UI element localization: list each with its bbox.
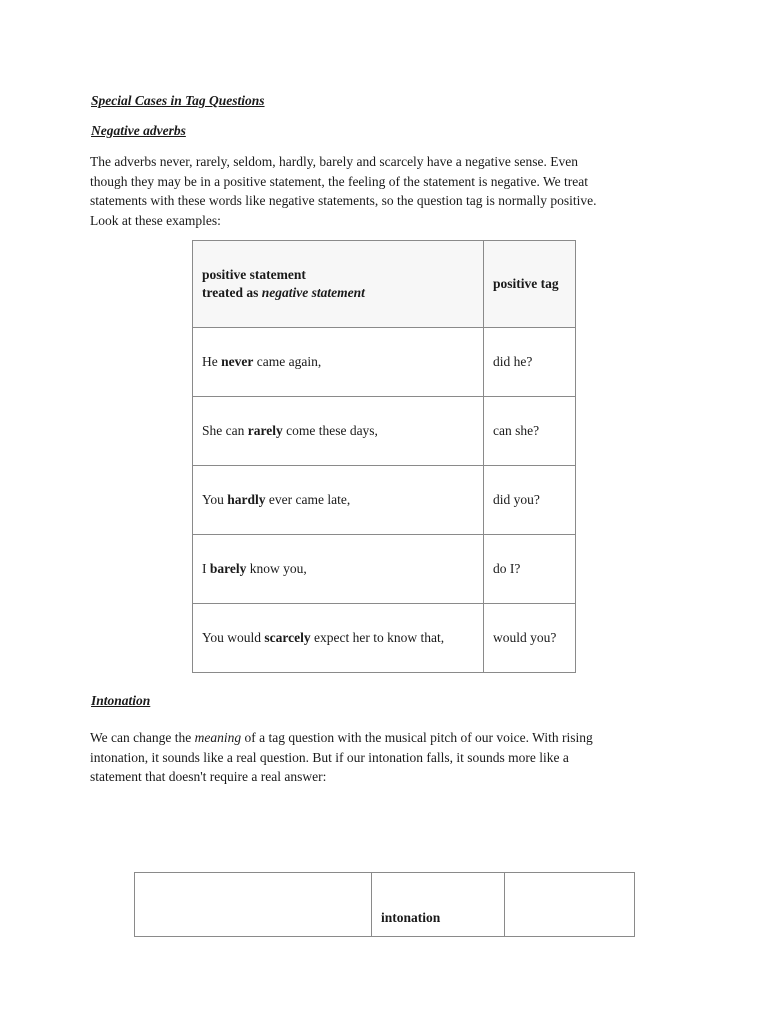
section-heading-intonation: Intonation xyxy=(91,693,151,708)
statement-text: She can xyxy=(202,423,248,438)
intonation-table xyxy=(134,872,635,937)
statement-text: know you, xyxy=(246,561,307,576)
adverb-text: hardly xyxy=(227,492,266,507)
statement-text: came again, xyxy=(253,354,322,369)
statement-cell xyxy=(193,604,484,673)
page-title: Special Cases in Tag Questions xyxy=(91,93,265,108)
intonation-paragraph xyxy=(90,728,690,787)
tag-cell: would you? xyxy=(484,604,576,673)
tag-cell: do I? xyxy=(484,535,576,604)
paragraph-line: statement that doesn't require a real answer: xyxy=(90,769,327,784)
paragraph-line: intonation, it sounds like a real question. But if our intonation falls, it sounds more like a xyxy=(90,749,569,765)
paragraph-text: of a tag question with the musical pitch of our voice. With rising xyxy=(241,730,593,745)
statement-cell xyxy=(193,328,484,397)
table-row xyxy=(193,535,576,604)
statement-text: You would xyxy=(202,630,265,645)
paragraph-line: The adverbs never, rarely, seldom, hardly, barely and scarcely have a negative sense. Even xyxy=(90,154,578,169)
table-header-row xyxy=(135,873,635,937)
tag-cell: did he? xyxy=(484,328,576,397)
table-row xyxy=(193,328,576,397)
tag-cell: can she? xyxy=(484,397,576,466)
statement-text: expect her to know that, xyxy=(310,630,445,645)
negative-adverbs-table xyxy=(192,240,576,673)
section-heading-negative-adverbs: Negative adverbs xyxy=(91,123,186,138)
empty-header-cell xyxy=(505,873,635,937)
header-line-2-italic: negative statement xyxy=(261,285,365,300)
table-header-row xyxy=(193,241,576,328)
empty-header-cell xyxy=(135,873,372,937)
tag-cell: did you? xyxy=(484,466,576,535)
adverb-text: scarcely xyxy=(264,630,311,645)
statement-text: I xyxy=(202,561,210,576)
statement-text: You xyxy=(202,492,228,507)
adverb-text: rarely xyxy=(247,423,283,438)
table-row xyxy=(193,397,576,466)
adverb-text: barely xyxy=(209,561,247,576)
table-row xyxy=(193,604,576,673)
statement-text: He xyxy=(202,354,222,369)
adverb-text: never xyxy=(221,354,254,369)
statement-cell xyxy=(193,535,484,604)
paragraph-line: statements with these words like negative statements, so the question tag is normally positive. xyxy=(90,193,597,208)
statement-cell xyxy=(193,397,484,466)
header-positive-tag: positive tag xyxy=(484,241,576,328)
header-positive-statement xyxy=(193,241,484,328)
header-intonation: intonation xyxy=(372,873,505,937)
paragraph-line: Look at these examples: xyxy=(90,212,221,228)
paragraph-italic-text: meaning xyxy=(194,730,242,745)
statement-text: come these days, xyxy=(282,423,378,438)
header-line-2-prefix: treated as xyxy=(202,285,262,300)
header-line-1: positive statement xyxy=(202,267,306,282)
statement-text: ever came late, xyxy=(265,492,351,507)
statement-cell xyxy=(193,466,484,535)
table-row xyxy=(193,466,576,535)
paragraph-line: though they may be in a positive statement, the feeling of the statement is negative. We treat xyxy=(90,173,589,189)
paragraph-text: We can change the xyxy=(90,730,195,745)
negative-adverbs-paragraph xyxy=(90,152,690,230)
paragraph-line xyxy=(90,728,690,748)
